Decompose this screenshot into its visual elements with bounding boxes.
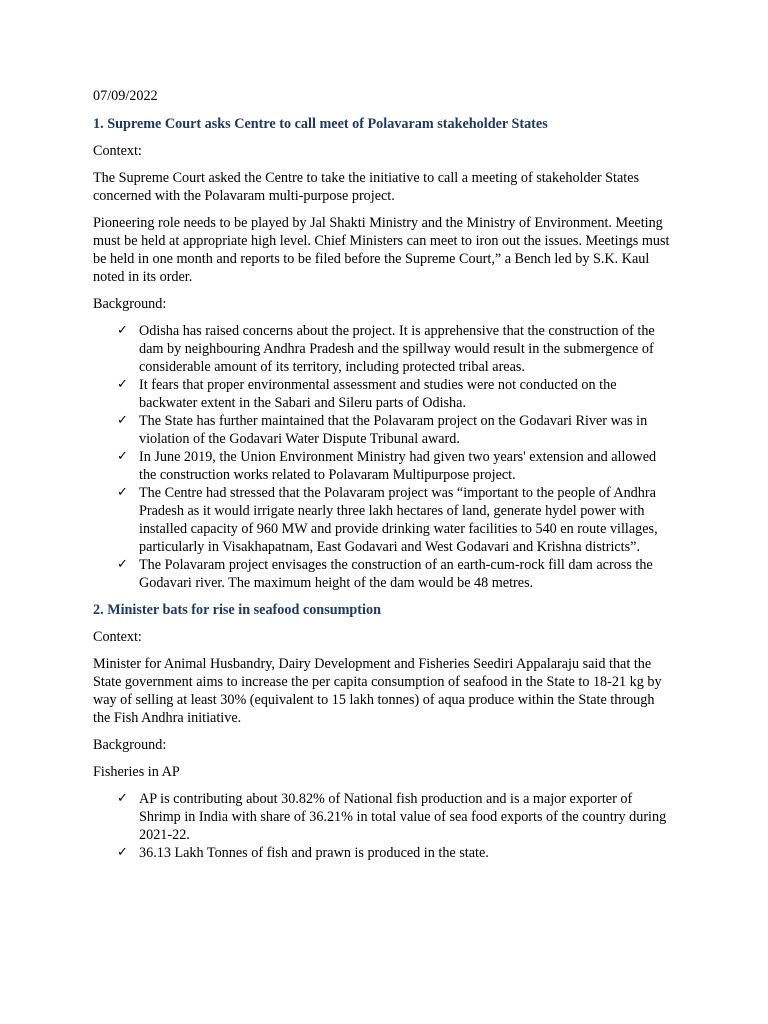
list-item [117,412,675,448]
list-item [117,376,675,412]
list-item-text: In June 2019, the Union Environment Ministry had given two years' extension and allowed the construction works related to Polavaram Multipurpose project. [139,449,657,483]
list-item-text: It fears that proper environmental assessment and studies were not conducted on the backwater extent in the Sabari and Sileru parts of Odisha. [139,377,617,411]
checkmark-icon: ✓ [117,377,128,392]
section-1-context-label: Context: [93,143,142,159]
list-item [117,556,675,592]
list-item-text: AP is contributing about 30.82% of National fish production and is a major exporter of Shrimp in India with share of 36.21% in total value of sea food exports of the country during 2021-22. [139,791,667,843]
section-1-heading: 1. Supreme Court asks Centre to call meet of Polavaram stakeholder States [93,116,548,132]
section-2-subheading: Fisheries in AP [93,764,180,780]
list-item [117,484,675,556]
checkmark-icon: ✓ [117,485,128,500]
checkmark-icon: ✓ [117,449,128,464]
checkmark-icon: ✓ [117,557,128,572]
list-item [117,448,675,484]
section-2-context-paragraph: Minister for Animal Husbandry, Dairy Development and Fisheries Seediri Appalaraju said that the State government aims to increase the per capita consumption of seafood in the State to 18-21 kg by way of selling at least 30% (equivalent to 15 lakh tonnes) of aqua produce within the State through the Fish Andhra initiative. [93,656,662,726]
checkmark-icon: ✓ [117,845,128,860]
section-2-context-label: Context: [93,629,142,645]
list-item-text: Odisha has raised concerns about the project. It is apprehensive that the construction of the dam by neighbouring Andhra Pradesh and the spillway would result in the submergence of considerable amount of its territory, including protected tribal areas. [139,323,655,375]
section-1-bullet-list [93,322,675,592]
section-2-heading: 2. Minister bats for rise in seafood consumption [93,602,381,618]
list-item-text: The Polavaram project envisages the construction of an earth-cum-rock fill dam across the Godavari river. The maximum height of the dam would be 48 metres. [139,557,653,591]
list-item [117,322,675,376]
document-page [93,87,675,871]
checkmark-icon: ✓ [117,323,128,338]
list-item [117,844,675,862]
document-date: 07/09/2022 [93,88,158,104]
section-1-background-label: Background: [93,296,167,312]
section-1-context-paragraph-1: The Supreme Court asked the Centre to take the initiative to call a meeting of stakeholder States concerned with the Polavaram multi-purpose project. [93,170,640,204]
list-item-text: The Centre had stressed that the Polavaram project was “important to the people of Andhra Pradesh as it would irrigate nearly three lakh hectares of land, generate hydel power with installed capacity of 960 MW and provide drinking water facilities to 540 en route villages, particularly in Visakhapatnam, East Godavari and West Godavari and Krishna districts”. [139,485,658,555]
list-item [117,790,675,844]
checkmark-icon: ✓ [117,413,128,428]
checkmark-icon: ✓ [117,791,128,806]
section-2-bullet-list [93,790,675,862]
list-item-text: 36.13 Lakh Tonnes of fish and prawn is produced in the state. [139,845,489,861]
list-item-text: The State has further maintained that the Polavaram project on the Godavari River was in violation of the Godavari Water Dispute Tribunal award. [139,413,648,447]
section-2-background-label: Background: [93,737,167,753]
section-1-context-paragraph-2: Pioneering role needs to be played by Jal Shakti Ministry and the Ministry of Environment. Meeting must be held at appropriate high level. Chief Ministers can meet to iron out the issues. Meetings must be held in one month and reports to be filed before the Supreme Court,” a Bench led by S.K. Kaul noted in its order. [93,215,670,285]
